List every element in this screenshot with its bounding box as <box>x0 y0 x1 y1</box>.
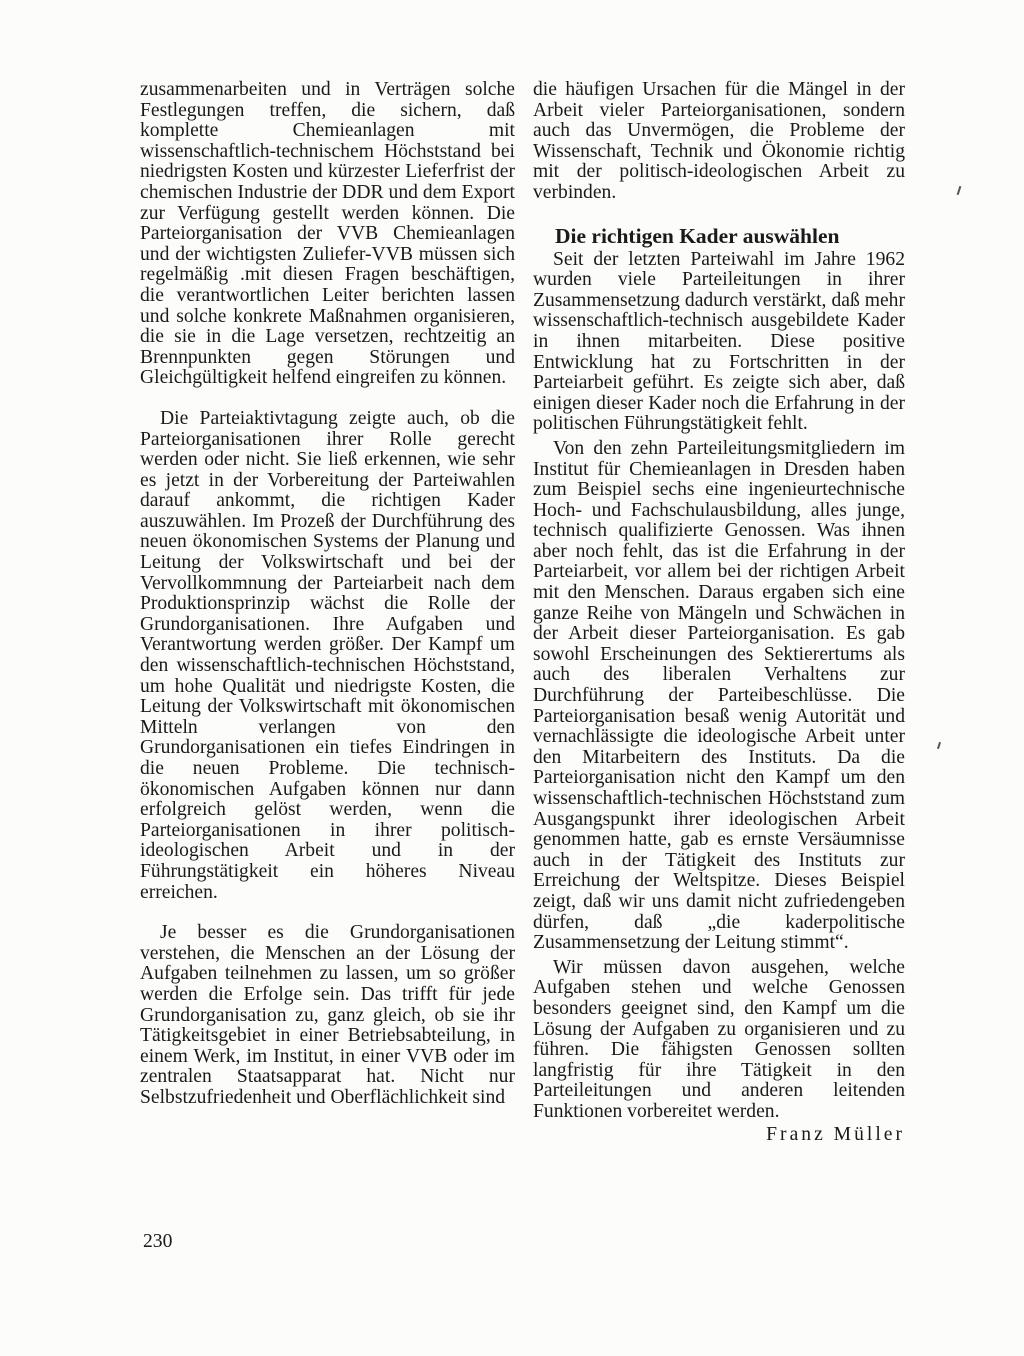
paragraph-gap <box>140 903 515 923</box>
paragraph-right-3: Wir müssen davon ausgehen, welche Aufgaben stehen und welche Genossen besonders geeignet sind, den Kampf um die Lösung der Aufgaben zu organisieren und zu führen. Die fähigsten Genossen sollten langfristig für ihre Tätigkeit in den Parteileitungen und anderen leitenden Funktionen vorbereitet werden. <box>533 956 905 1122</box>
left-column <box>140 80 515 1109</box>
scan-speck-mark <box>937 742 941 749</box>
paragraph-right-intro: die häufigen Ursachen für die Mängel in der Arbeit vieler Parteiorganisationen, sondern auch das Unvermögen, die Probleme der Wissenschaft, Technik und Ökonomie richtig mit der politisch-ideologischen Arbeit zu verbinden. <box>533 79 905 203</box>
paragraph-left-1: zusammenarbeiten und in Verträgen solche Festlegungen treffen, die sichern, daß komplette Chemieanlagen mit wissenschaftlich-technischem Höchststand bei niedrigsten Kosten und kürzester Lieferfrist der chemischen Industrie der DDR und dem Export zur Verfügung gestellt werden können. Die Parteiorganisation der VVB Chemieanlagen und der wichtigsten Zuliefer-VVB müssen sich regelmäßig .mit diesen Fragen beschäftigen, die verantwortlichen Leiter berichten lassen und solche konkrete Maßnahmen organisieren, die sie in die Lage versetzen, rechtzeitig an Brennpunkten gegen Störungen und Gleichgültigkeit helfend eingreifen zu können. <box>140 79 515 389</box>
page-number: 230 <box>143 1231 173 1252</box>
paragraph-right-2: Von den zehn Parteileitungsmitgliedern im Institut für Chemieanlagen in Dresden haben zum Beispiel sechs eine ingenieurtechnische Hoch- und Fachschulausbildung, alles junge, technisch qualifizierte Genossen. Was ihnen aber noch fehlt, das ist die Erfahrung in der Parteiarbeit, vor allem bei der richtigen Arbeit mit den Menschen. Daraus ergaben sich eine ganze Reihe von Mängeln und Schwächen in der Arbeit dieser Parteiorganisation. Es gab sowohl Erscheinungen des Sektierertums als auch des liberalen Verhaltens zur Durchführung der Parteibeschlüsse. Die Parteiorganisation besaß wenig Autorität und vernachlässigte die ideologische Arbeit unter den Mitarbeitern des Instituts. Da die Parteiorganisation nicht den Kampf um den wissenschaftlich-technischen Höchststand zum Ausgangspunkt ihrer ideologischen Arbeit genommen hatte, gab es ernste Versäumnisse auch in der Tätigkeit des Instituts zur Erreichung der Weltspitze. Dieses Beispiel zeigt, daß wir uns damit nicht zufriedengeben dürfen, daß „die kaderpolitische Zusammensetzung der Leitung stimmt“. <box>533 437 905 954</box>
section-heading: Die richtigen Kader auswählen <box>555 223 840 248</box>
right-column <box>533 80 905 1145</box>
scan-speck-mark <box>957 186 962 195</box>
paragraph-right-1: Seit der letzten Parteiwahl im Jahre 1962 wurden viele Parteileitungen in ihrer Zusammensetzung dadurch verstärkt, daß mehr wissenschaftlich-technisch ausgebildete Kader in ihnen mitarbeiten. Diese positive Entwicklung hat zu Fortschritten in der Parteiarbeit geführt. Es zeigte sich aber, daß einigen dieser Kader noch die Erfahrung in der politischen Führungstätigkeit fehlt. <box>533 248 905 435</box>
author-signature: Franz Müller <box>766 1123 905 1145</box>
paragraph-gap <box>140 389 515 409</box>
paragraph-left-2: Die Parteiaktivtagung zeigte auch, ob die Parteiorganisationen ihrer Rolle gerecht werden oder nicht. Sie ließ erkennen, wie sehr es jetzt in der Vorbereitung der Parteiwahlen darauf ankommt, die richtigen Kader auszuwählen. Im Prozeß der Durchführung des neuen ökonomischen Systems der Planung und Leitung der Volkswirtschaft und bei der Vervollkommnung der Parteiarbeit nach dem Produktionsprinzip wächst die Rolle der Grundorganisationen. Ihre Aufgaben und Verantwortung werden größer. Der Kampf um den wissenschaftlich-technischen Höchststand, um hohe Qualität und niedrigste Kosten, die Leitung der Volkswirtschaft mit ökonomischen Mitteln verlangen von den Grundorganisationen ein tiefes Eindringen in die neuen Probleme. Die technisch-ökonomischen Aufgaben können nur dann erfolgreich gelöst werden, wenn die Parteiorganisationen in ihrer politisch-ideologischen Arbeit und in der Führungstätigkeit ein höheres Niveau erreichen. <box>140 407 515 903</box>
paragraph-left-3: Je besser es die Grundorganisationen verstehen, die Menschen an der Lösung der Aufgaben teilnehmen zu lassen, um so größer werden die Erfolge sein. Das trifft für jede Grundorganisation zu, ganz gleich, ob sie ihr Tätigkeitsgebiet in einer Betriebsabteilung, in einem Werk, im Institut, in einer VVB oder im zentralen Staatsapparat hat. Nicht nur Selbstzufriedenheit und Oberflächlichkeit sind <box>140 922 515 1108</box>
